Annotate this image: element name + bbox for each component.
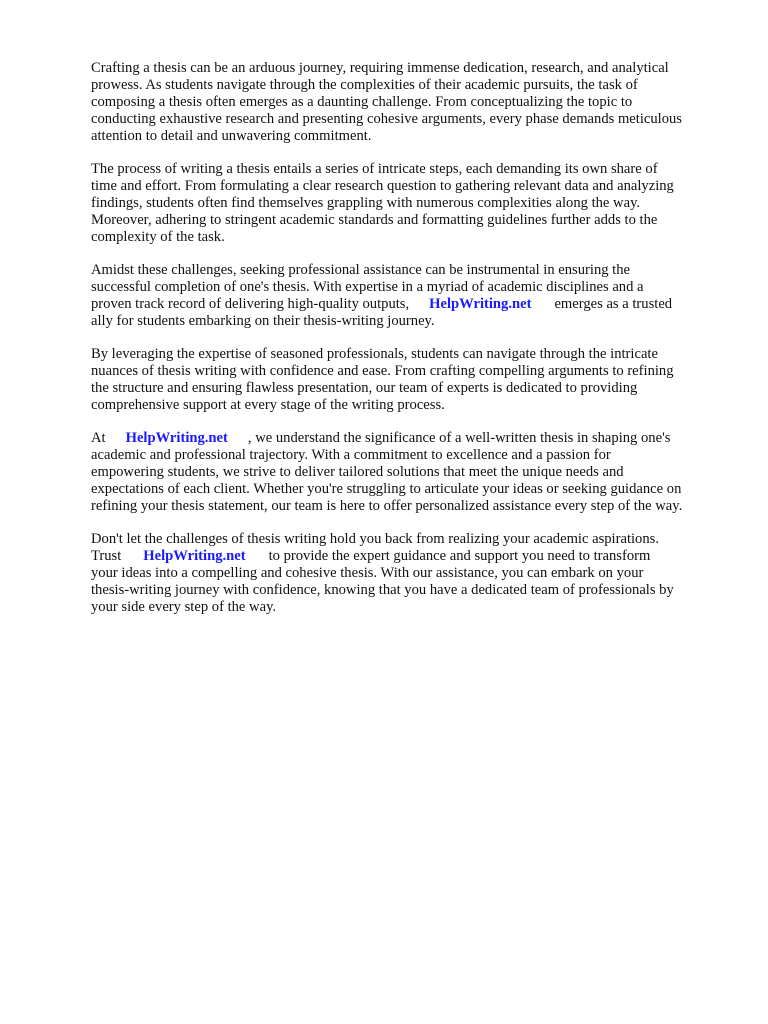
text-line: The process of writing a thesis entails a series of intricate steps, each demanding its own share of xyxy=(91,161,658,177)
text-line-with-link xyxy=(91,548,727,565)
text-line: comprehensive support at every stage of the writing process. xyxy=(91,397,445,413)
text-before-link: Trust xyxy=(91,548,122,564)
paragraph-5 xyxy=(91,430,727,515)
text-line: nuances of thesis writing with confidence and ease. From crafting compelling arguments to refining xyxy=(91,363,674,379)
text-after-link: to provide the expert guidance and support you need to transform xyxy=(268,548,651,564)
text-line: ally for students embarking on their thesis-writing journey. xyxy=(91,313,435,329)
text-after-link: emerges as a trusted xyxy=(554,296,673,312)
text-line: attention to detail and unwavering commitment. xyxy=(91,128,372,144)
text-line: Don't let the challenges of thesis writing hold you back from realizing your academic aspirations. xyxy=(91,531,659,547)
document-page xyxy=(91,60,727,632)
text-line: successful completion of one's thesis. With expertise in a myriad of academic disciplines and a xyxy=(91,279,644,295)
text-line: Crafting a thesis can be an arduous journey, requiring immense dedication, research, and analytical xyxy=(91,60,669,76)
text-line-with-link xyxy=(91,296,727,313)
text-line: time and effort. From formulating a clear research question to gathering relevant data and analyzing xyxy=(91,178,674,194)
text-line: composing a thesis often emerges as a daunting challenge. From conceptualizing the topic to xyxy=(91,94,633,110)
text-before-link: proven track record of delivering high-quality outputs, xyxy=(91,296,410,312)
paragraph-4 xyxy=(91,346,727,414)
text-line-with-link xyxy=(91,430,727,447)
paragraph-2 xyxy=(91,161,727,246)
text-line: findings, students often find themselves grappling with numerous complexities along the way. xyxy=(91,195,641,211)
paragraph-3 xyxy=(91,262,727,330)
text-before-link: At xyxy=(91,430,106,446)
text-line: your ideas into a compelling and cohesive thesis. With our assistance, you can embark on your xyxy=(91,565,644,581)
paragraph-1 xyxy=(91,60,727,145)
helpwriting-link[interactable]: HelpWriting.net xyxy=(143,548,246,564)
text-line: refining your thesis statement, our team is here to offer personalized assistance every step of the way. xyxy=(91,498,683,514)
text-line: Amidst these challenges, seeking professional assistance can be instrumental in ensuring the xyxy=(91,262,631,278)
text-line: academic and professional trajectory. With a commitment to excellence and a passion for xyxy=(91,447,611,463)
text-line: thesis-writing journey with confidence, knowing that you have a dedicated team of professionals by xyxy=(91,582,674,598)
text-line: empowering students, we strive to deliver tailored solutions that meet the unique needs and xyxy=(91,464,624,480)
text-line: complexity of the task. xyxy=(91,229,225,245)
helpwriting-link[interactable]: HelpWriting.net xyxy=(125,430,228,446)
text-line: the structure and ensuring flawless presentation, our team of experts is dedicated to providing xyxy=(91,380,638,396)
text-line: expectations of each client. Whether you're struggling to articulate your ideas or seeking guidance on xyxy=(91,481,682,497)
text-line: your side every step of the way. xyxy=(91,599,277,615)
paragraph-6 xyxy=(91,531,727,616)
helpwriting-link[interactable]: HelpWriting.net xyxy=(429,296,532,312)
text-line: Moreover, adhering to stringent academic standards and formatting guidelines further adds to the xyxy=(91,212,658,228)
text-line: conducting exhaustive research and presenting cohesive arguments, every phase demands meticulous xyxy=(91,111,682,127)
text-after-link: , we understand the significance of a well-written thesis in shaping one's xyxy=(247,430,671,446)
text-line: By leveraging the expertise of seasoned professionals, students can navigate through the intricate xyxy=(91,346,658,362)
text-line: prowess. As students navigate through the complexities of their academic pursuits, the task of xyxy=(91,77,638,93)
